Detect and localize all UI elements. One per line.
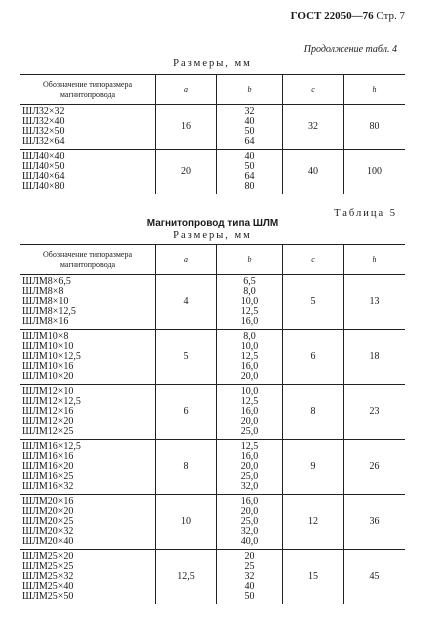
table-5-body [20, 275, 405, 605]
designation-cell [20, 150, 156, 195]
designation: ШЛМ16×25 [22, 471, 74, 482]
b-values-cell [217, 440, 283, 495]
designation: ШЛМ8×16 [22, 316, 69, 327]
col-header-designation: Обозначение типоразмера магнитопровода [20, 245, 156, 275]
designation: ШЛМ10×8 [22, 331, 69, 342]
b-value: 12,5 [240, 306, 259, 317]
b-value: 25 [244, 561, 255, 572]
designation: ШЛМ25×40 [22, 581, 74, 592]
c-value: 5 [283, 275, 344, 330]
b-value: 20,0 [240, 506, 259, 517]
table5-units: Размеры, мм [173, 230, 252, 241]
b-value: 32 [244, 106, 255, 117]
c-value: 40 [283, 150, 344, 195]
designation: ШЛ40×40 [22, 151, 65, 162]
b-value: 25,0 [240, 471, 259, 482]
h-value: 18 [344, 330, 406, 385]
b-value: 32,0 [240, 526, 259, 537]
b-value: 12,5 [240, 396, 259, 407]
continuation-note: Продолжение табл. 4 [303, 44, 397, 55]
a-value: 4 [156, 275, 217, 330]
designation: ШЛМ20×20 [22, 506, 74, 517]
col-header-a: a [156, 245, 217, 275]
designation: ШЛМ10×10 [22, 341, 74, 352]
b-value: 20,0 [240, 371, 259, 382]
b-value: 6,5 [243, 276, 256, 287]
b-value: 64 [244, 171, 255, 182]
table-row [20, 495, 405, 550]
b-value: 40 [244, 151, 255, 162]
col-header-h: h [344, 75, 406, 105]
designation: ШЛМ12×12,5 [22, 396, 81, 407]
designation: ШЛ32×64 [22, 136, 65, 147]
table-row [20, 275, 405, 330]
h-value: 23 [344, 385, 406, 440]
designation: ШЛМ16×20 [22, 461, 74, 472]
b-value: 10,0 [240, 341, 259, 352]
a-value: 16 [156, 105, 217, 150]
table-row [20, 150, 405, 195]
c-value: 12 [283, 495, 344, 550]
b-value: 8,0 [243, 286, 256, 297]
col-header-b: b [217, 245, 283, 275]
b-value: 16,0 [240, 451, 259, 462]
designation-cell [20, 105, 156, 150]
designation: ШЛМ20×25 [22, 516, 74, 527]
designation-cell [20, 275, 156, 330]
b-value: 16,0 [240, 361, 259, 372]
table5-title: Магнитопровод типа ШЛМ [146, 218, 279, 229]
c-value: 8 [283, 385, 344, 440]
b-value: 10,0 [240, 296, 259, 307]
designation-cell [20, 495, 156, 550]
table-row [20, 385, 405, 440]
c-value: 9 [283, 440, 344, 495]
designation: ШЛМ25×20 [22, 551, 74, 562]
designation: ШЛМ10×20 [22, 371, 74, 382]
b-value: 50 [244, 591, 255, 602]
b-value: 40 [244, 581, 255, 592]
b-values-cell [217, 385, 283, 440]
table-5 [20, 244, 405, 604]
designation-cell [20, 550, 156, 605]
h-value: 26 [344, 440, 406, 495]
h-value: 13 [344, 275, 406, 330]
table-4 [20, 74, 405, 194]
designation: ШЛМ20×16 [22, 496, 74, 507]
col-header-designation: Обозначение типоразмера магнитопровода [20, 75, 156, 105]
b-values-cell [217, 275, 283, 330]
designation: ШЛМ12×20 [22, 416, 74, 427]
b-value: 40,0 [240, 536, 259, 547]
b-value: 32,0 [240, 481, 259, 492]
designation: ШЛМ16×16 [22, 451, 74, 462]
designation: ШЛМ16×12,5 [22, 441, 81, 452]
b-value: 10,0 [240, 386, 259, 397]
gost-number: ГОСТ 22050—76 [290, 10, 374, 22]
b-value: 12,5 [240, 351, 259, 362]
designation: ШЛ40×50 [22, 161, 65, 172]
c-value: 6 [283, 330, 344, 385]
designation: ШЛМ8×8 [22, 286, 64, 297]
b-value: 64 [244, 136, 255, 147]
designation: ШЛМ8×6,5 [22, 276, 71, 287]
designation: ШЛМ12×10 [22, 386, 74, 397]
b-value: 20,0 [240, 461, 259, 472]
b-value: 50 [244, 126, 255, 137]
page-number: Стр. 7 [376, 10, 405, 22]
a-value: 6 [156, 385, 217, 440]
designation: ШЛМ20×40 [22, 536, 74, 547]
table4-units: Размеры, мм [173, 58, 252, 69]
b-value: 50 [244, 161, 255, 172]
designation: ШЛ40×80 [22, 181, 65, 192]
b-value: 16,0 [240, 496, 259, 507]
a-value: 5 [156, 330, 217, 385]
h-value: 45 [344, 550, 406, 605]
designation: ШЛМ8×12,5 [22, 306, 76, 317]
designation: ШЛ40×64 [22, 171, 65, 182]
col-header-c: c [283, 75, 344, 105]
designation: ШЛМ25×32 [22, 571, 74, 582]
designation-cell [20, 385, 156, 440]
b-value: 20 [244, 551, 255, 562]
designation: ШЛ32×50 [22, 126, 65, 137]
designation: ШЛМ16×32 [22, 481, 74, 492]
designation: ШЛМ12×25 [22, 426, 74, 437]
b-value: 40 [244, 116, 255, 127]
table5-number: Таблица 5 [334, 208, 397, 219]
col-header-h: h [344, 245, 406, 275]
table-4-body [20, 105, 405, 195]
b-values-cell [217, 330, 283, 385]
designation: ШЛМ12×16 [22, 406, 74, 417]
a-value: 8 [156, 440, 217, 495]
b-values-cell [217, 150, 283, 195]
table-row [20, 105, 405, 150]
designation: ШЛМ25×25 [22, 561, 74, 572]
b-value: 25,0 [240, 426, 259, 437]
b-value: 16,0 [240, 406, 259, 417]
designation: ШЛМ25×50 [22, 591, 74, 602]
designation: ШЛ32×32 [22, 106, 65, 117]
b-values-cell [217, 550, 283, 605]
b-value: 80 [244, 181, 255, 192]
h-value: 100 [344, 150, 406, 195]
a-value: 12,5 [156, 550, 217, 605]
c-value: 32 [283, 105, 344, 150]
b-value: 20,0 [240, 416, 259, 427]
b-value: 8,0 [243, 331, 256, 342]
b-value: 16,0 [240, 316, 259, 327]
table-row [20, 330, 405, 385]
b-value: 25,0 [240, 516, 259, 527]
b-value: 12,5 [240, 441, 259, 452]
designation: ШЛМ20×32 [22, 526, 74, 537]
b-values-cell [217, 495, 283, 550]
h-value: 80 [344, 105, 406, 150]
table-row [20, 550, 405, 605]
page-header [291, 10, 405, 22]
b-value: 32 [244, 571, 255, 582]
designation: ШЛМ8×10 [22, 296, 69, 307]
designation: ШЛ32×40 [22, 116, 65, 127]
h-value: 36 [344, 495, 406, 550]
col-header-c: c [283, 245, 344, 275]
col-header-a: a [156, 75, 217, 105]
a-value: 10 [156, 495, 217, 550]
table-row [20, 440, 405, 495]
designation: ШЛМ10×12,5 [22, 351, 81, 362]
designation-cell [20, 440, 156, 495]
b-values-cell [217, 105, 283, 150]
col-header-b: b [217, 75, 283, 105]
designation: ШЛМ10×16 [22, 361, 74, 372]
c-value: 15 [283, 550, 344, 605]
designation-cell [20, 330, 156, 385]
a-value: 20 [156, 150, 217, 195]
